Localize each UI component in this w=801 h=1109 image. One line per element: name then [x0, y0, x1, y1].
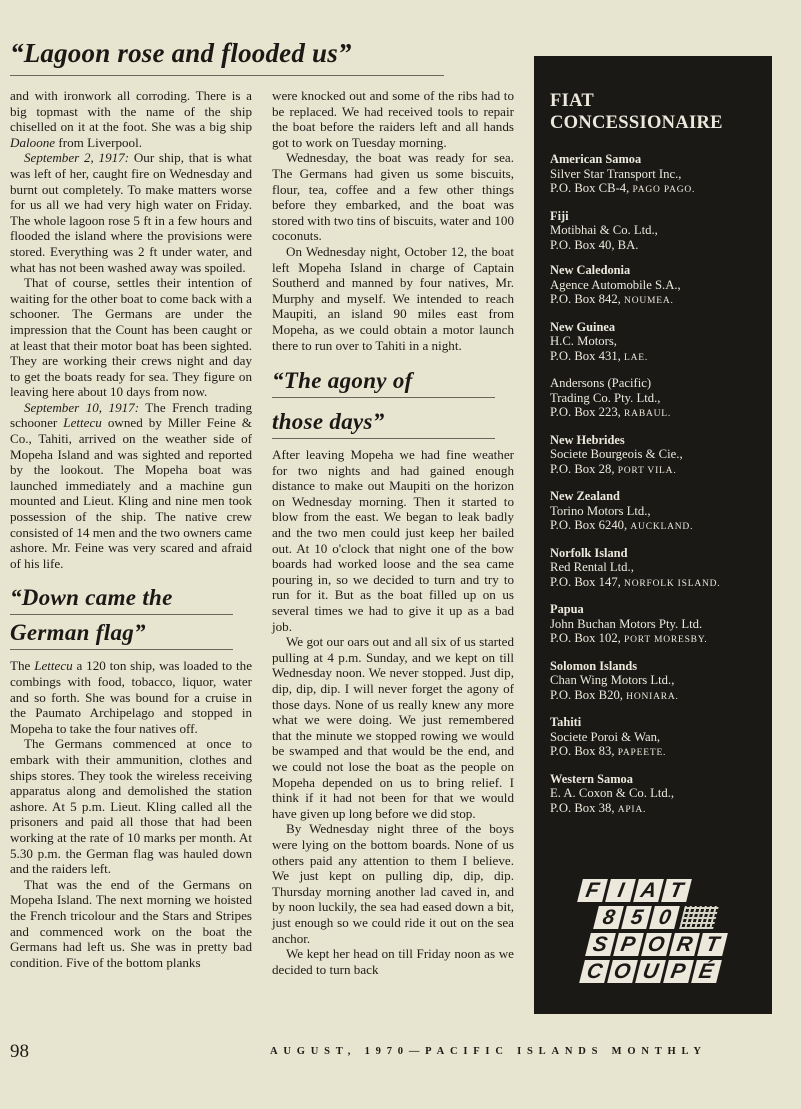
logo-letter-tile: U [635, 960, 666, 983]
logo-letter-tile: 0 [649, 906, 680, 929]
logo-letter-tile: O [607, 960, 638, 983]
logo-hatch-pattern [679, 906, 719, 929]
col2-paragraph-2: Wednesday, the boat was ready for sea. The Germans had given us some biscuits, flour, tea, coffee and a few other things before they embarked, and the boat was stored with two tins of biscuits, water and 100 coconuts. [272, 150, 514, 244]
col2-paragraph-5: We got our oars out and all six of us started pulling at 4 p.m. Sunday, and we kept on till Wednesday noon. We never stopped. Just dip, dip, dip, dip. I will never forget the agony of those days. None of us really knew any more what we were doing. We just remembered that the minute we stopped rowing we would be swamped and that would be the end, and we could not lose the boat as the people on Mopeha depended on us to bring relief. I think if it had not been for that we would have given up long before we did stop. [272, 634, 514, 821]
col1-paragraph-1: and with ironwork all corroding. There is a big topmast with the name of the ship chiselled on it at the foot. She was a big ship Daloone from Liverpool. [10, 88, 252, 150]
dealer-city: RABAUL. [624, 409, 672, 419]
dealer-entry [550, 263, 768, 309]
dealer-address [550, 801, 768, 818]
dealer-entry [550, 546, 768, 592]
dealer-address [550, 238, 768, 253]
col2-paragraph-1: were knocked out and some of the ribs had to be replaced. We had received tools to repair the boat before the raiders left and all hands got to work on Tuesday morning. [272, 88, 514, 150]
dealer-region: Tahiti [550, 715, 582, 729]
dealer-name: Agence Automobile S.A., [550, 277, 681, 292]
dealer-po-box: P.O. Box 38, [550, 800, 615, 815]
logo-letter-tile: 8 [593, 906, 624, 929]
headline: “Lagoon rose and flooded us” [10, 38, 352, 68]
col2-paragraph-6: By Wednesday night three of the boys were lying on the bottom boards. None of us others paid any attention to them I believe. We just kept on pulling dip, dip, dip. Thursday morning another lad caved in, and by noon luckily, the sea had eased down a bit, just enough so we could ride it out on the sea anchor. [272, 821, 514, 946]
dealer-entry [550, 209, 768, 253]
dealer-entry [550, 433, 768, 479]
dealer-region: New Caledonia [550, 263, 631, 277]
dealer-name: Motibhai & Co. Ltd., [550, 223, 658, 237]
col1-paragraph-6: The Germans commenced at once to embark with their ammunition, clothes and ships stores. They took the wireless receiving apparatus along and demolished the station ashore. At 5 p.m. Lieut. Kling called all the prisoners and paid all those that had been working at the rate of 10 marks per month. At 5.30 p.m. the German flag was hauled down and the raiders left. [10, 736, 252, 877]
column-2 [272, 88, 514, 977]
dealer-region: New Guinea [550, 319, 616, 334]
logo-letter-tile: P [663, 960, 694, 983]
dealer-po-box: P.O. Box 842, [550, 292, 621, 306]
fiat-850-sport-coupe-logo [580, 879, 766, 987]
dealer-po-box: P.O. Box CB-4, [550, 181, 630, 195]
logo-row [596, 906, 766, 929]
dealer-entry [550, 772, 768, 818]
dealer-name: Societe Bourgeois & Cie., [550, 447, 683, 461]
col2-paragraph-4: After leaving Mopeha we had fine weather for two nights and had gained enough distance to make out Maupiti on the horizon on Wednesday morning. Then it started to blow from the east. We began to leak badly and the two men could just keep her bailed out. At 10 o'clock that night one of the bow boards had worked loose and the sea came pouring in, so we decided to turn and try to run for it. But as the boat filled up on us several times we had to give it up as a bad job. [272, 447, 514, 634]
dealer-address [550, 349, 768, 366]
dealer-city: AUCKLAND. [630, 522, 694, 532]
dealer-po-box: P.O. Box 223, [550, 405, 621, 419]
dealer-region: New Hebrides [550, 432, 625, 447]
subheading-agony-line-2: those days” [272, 409, 385, 435]
dealer-city: APIA. [617, 804, 647, 815]
dealer-entry [550, 489, 768, 535]
dealer-po-box: P.O. Box 431, [550, 348, 621, 363]
dealer-city: HONIARA. [626, 691, 679, 702]
dealer-city: PORT VILA. [617, 465, 677, 476]
dealer-address [550, 462, 768, 479]
dealer-entry [550, 320, 768, 366]
logo-letter-tile: S [585, 933, 616, 956]
logo-letter-tile: T [697, 933, 728, 956]
dealer-address [550, 292, 768, 309]
dealer-region: American Samoa [550, 152, 642, 166]
dealer-po-box: P.O. Box 83, [550, 744, 615, 758]
dealer-po-box: P.O. Box 28, [550, 461, 615, 476]
dealer-city: NOUMEA. [624, 296, 674, 306]
dealer-city: LAE. [624, 352, 649, 363]
dealer-address [550, 631, 768, 648]
logo-letter-tile: É [691, 960, 722, 983]
dealer-region: New Zealand [550, 489, 620, 503]
col2-paragraph-3: On Wednesday night, October 12, the boat left Mopeha Island in charge of Captain Southerd and manned by four natives, Mr. Murphy and myself. We intended to reach Maupiti, an island 90 miles east from Mopeha, as we could obtain a motor launch there to run over to Tahiti in a night. [272, 243, 514, 353]
subheading-rule [10, 614, 233, 615]
dealer-po-box: P.O. Box B20, [550, 687, 623, 702]
col1-paragraph-7: That was the end of the Germans on Mopeha Island. The next morning we hoisted the French tricolour and the Stars and Stripes and commenced work on the boat the Germans had left us. She was in pretty bad condition. Five of the bottom planks [10, 876, 252, 970]
logo-letter-tile: C [579, 960, 610, 983]
dealer-address [550, 688, 768, 705]
subheading-rule [272, 397, 495, 398]
dealer-name: Chan Wing Motors Ltd., [550, 673, 675, 687]
logo-letter-tile: I [605, 879, 636, 902]
dealer-region: Fiji [550, 208, 569, 223]
dealer-city: PAPEETE. [617, 748, 667, 758]
dealer-address [550, 405, 768, 422]
subheading-german-flag-line-2: German flag” [10, 620, 146, 646]
logo-letter-tile: F [577, 879, 608, 902]
dealer-address [550, 575, 768, 592]
logo-letter-tile: A [633, 879, 664, 902]
logo-letter-tile: 5 [621, 906, 652, 929]
dealer-city: PAGO PAGO. [632, 185, 696, 195]
col1-paragraph-2: September 2, 1917: Our ship, that is what was left of her, caught fire on Wednesday and burnt out completely. To make matters worse for us all we had very high water on Friday. The whole lagoon rose 5 ft in a few hours and flooded the island where the provisions were stored. Everything was 2 ft under water, and what has not been washed away was spoiled. [10, 150, 252, 275]
dealer-region: Solomon Islands [550, 658, 638, 673]
fiat-advertisement [534, 56, 772, 1014]
dealer-entry [550, 602, 768, 648]
ad-title [550, 90, 764, 134]
logo-letter-tile: T [661, 879, 692, 902]
dealer-entry [550, 715, 768, 761]
subheading-agony-line-1: “The agony of [272, 368, 413, 394]
footer-publication-line: AUGUST, 1970—PACIFIC ISLANDS MONTHLY [270, 1046, 707, 1057]
dealer-name-cont: Trading Co. Pty. Ltd., [550, 390, 661, 405]
logo-letter-tile: R [669, 933, 700, 956]
subheading-rule [272, 438, 495, 439]
logo-letter-tile: P [613, 933, 644, 956]
ad-title-line-2: CONCESSIONAIRE [550, 113, 723, 133]
dealer-region: Norfolk Island [550, 545, 628, 560]
dealer-city: PORT MORESBY. [624, 635, 708, 645]
dealer-name: Red Rental Ltd., [550, 560, 634, 574]
dealer-list [550, 152, 768, 828]
col1-paragraph-4: September 10, 1917: The French trading schooner Lettecu owned by Miller Feine & Co., Tahiti, arrived on the weather side of Mopeha Island and was sighted and reported by the lookout. The Mopeha boat was launched immediately and a machine gun mounted and Lieut. Kling and nine men took possession of the ship. The native crew consisted of 14 men and the two owners came ashore. Mr. Feine was very scared and afraid of his life. [10, 399, 252, 571]
page-number: 98 [10, 1041, 29, 1062]
headline-rule [10, 75, 444, 76]
subheading-rule [10, 649, 233, 650]
subheading-german-flag-line-1: “Down came the [10, 585, 173, 611]
dealer-city: NORFOLK ISLAND. [624, 578, 721, 589]
dealer-po-box: P.O. Box 6240, [550, 518, 628, 532]
logo-row [588, 933, 766, 956]
dealer-po-box: P.O. Box 40, BA. [550, 237, 639, 252]
dealer-entry [550, 376, 768, 422]
column-1 [10, 88, 252, 970]
dealer-po-box: P.O. Box 102, [550, 631, 621, 645]
dealer-address [550, 181, 768, 198]
logo-row [582, 960, 766, 983]
dealer-address [550, 744, 768, 761]
dealer-name: Andersons (Pacific) [550, 376, 652, 390]
dealer-name: Silver Star Transport Inc., [550, 166, 682, 181]
logo-row [580, 879, 766, 902]
dealer-po-box: P.O. Box 147, [550, 574, 621, 589]
dealer-entry [550, 152, 768, 198]
dealer-name: John Buchan Motors Pty. Ltd. [550, 616, 703, 631]
dealer-name: H.C. Motors, [550, 334, 617, 348]
col2-paragraph-7: We kept her head on till Friday noon as we decided to turn back [272, 946, 514, 977]
dealer-name: Torino Motors Ltd., [550, 503, 651, 518]
dealer-name: Societe Poroi & Wan, [550, 729, 661, 744]
dealer-region: Papua [550, 602, 584, 616]
col1-paragraph-3: That of course, settles their intention of waiting for the other boat to come back with a schooner. The Germans are under the impression that the Count has been caught or at least that their motor boat has been sighted. They are working their crews night and day to get the boats ready for sea. They figure on leaving here about 10 days from now. [10, 275, 252, 400]
dealer-address [550, 518, 768, 535]
logo-letter-tile: O [641, 933, 672, 956]
dealer-name: E. A. Coxon & Co. Ltd., [550, 786, 675, 800]
dealer-entry [550, 659, 768, 705]
dealer-region: Western Samoa [550, 771, 633, 786]
ad-title-line-1: FIAT [550, 91, 595, 111]
col1-paragraph-5: The Lettecu a 120 ton ship, was loaded to the combings with food, tobacco, liquor, water and so forth. She was bound for a cruise in the Paumato Archipelago and stopped in Mopeha to take the four natives off. [10, 658, 252, 736]
